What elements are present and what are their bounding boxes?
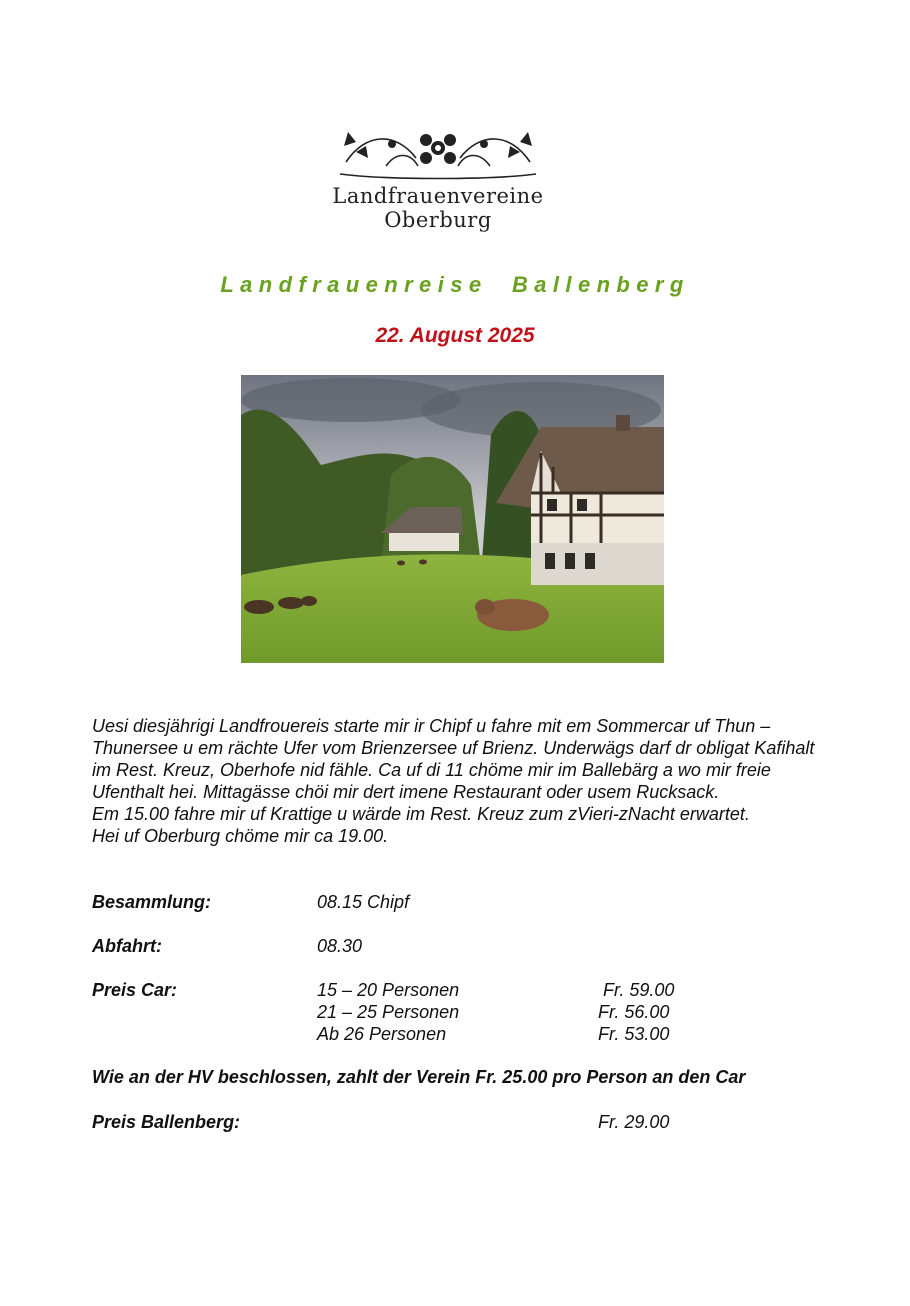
- price-value: Fr. 56.00: [598, 1002, 670, 1022]
- logo-line-1: Landfrauenvereine: [332, 184, 544, 208]
- intro-paragraph-1: Uesi diesjährigi Landfrouereis starte mir ir Chipf u fahre mit em Sommercar uf Thun – Thunersee u em rächte Ufer vom Brienzersee uf Brienz. Underwägs darf dr obligat Kafihalt im Rest. Kreuz, Oberhofe nid fähle. Ca uf di 11 chöme mir im Ballebärg a wo mir freie Ufenthalt hei. Mittagässe chöi mir dert imene Restaurant oder usem Rucksack.: [92, 716, 815, 802]
- event-date: 22. August 2025: [375, 324, 535, 347]
- price-group: 15 – 20 Personen: [317, 980, 460, 1000]
- logo-line-2: Oberburg: [384, 208, 492, 232]
- intro-paragraph-3: Hei uf Oberburg chöme mir ca 19.00.: [92, 826, 389, 846]
- intro-text: [92, 715, 832, 847]
- preis-ballenberg-label: Preis Ballenberg:: [92, 1112, 241, 1132]
- intro-paragraph-2: Em 15.00 fahre mir uf Krattige u wärde im Rest. Kreuz zum zVieri-zNacht erwartet.: [92, 804, 750, 824]
- preis-ballenberg-value: Fr. 29.00: [598, 1112, 670, 1132]
- logo-text: [326, 184, 550, 232]
- abfahrt-label: Abfahrt:: [92, 936, 162, 956]
- besammlung-value: 08.15 Chipf: [317, 892, 410, 912]
- price-group: 21 – 25 Personen: [317, 1002, 460, 1022]
- price-group: Ab 26 Personen: [317, 1024, 447, 1044]
- preis-car-label: Preis Car:: [92, 980, 178, 1000]
- price-value: Fr. 53.00: [598, 1024, 670, 1044]
- ballenberg-photo: [241, 375, 664, 663]
- floral-ornament-icon: [326, 122, 550, 184]
- besammlung-label: Besammlung:: [92, 892, 212, 912]
- page-title: Landfrauenreise Ballenberg: [220, 272, 690, 297]
- price-value: Fr. 59.00: [598, 980, 675, 1000]
- abfahrt-value: 08.30: [317, 936, 363, 956]
- subsidy-note: Wie an der HV beschlossen, zahlt der Verein Fr. 25.00 pro Person an den Car: [92, 1067, 746, 1087]
